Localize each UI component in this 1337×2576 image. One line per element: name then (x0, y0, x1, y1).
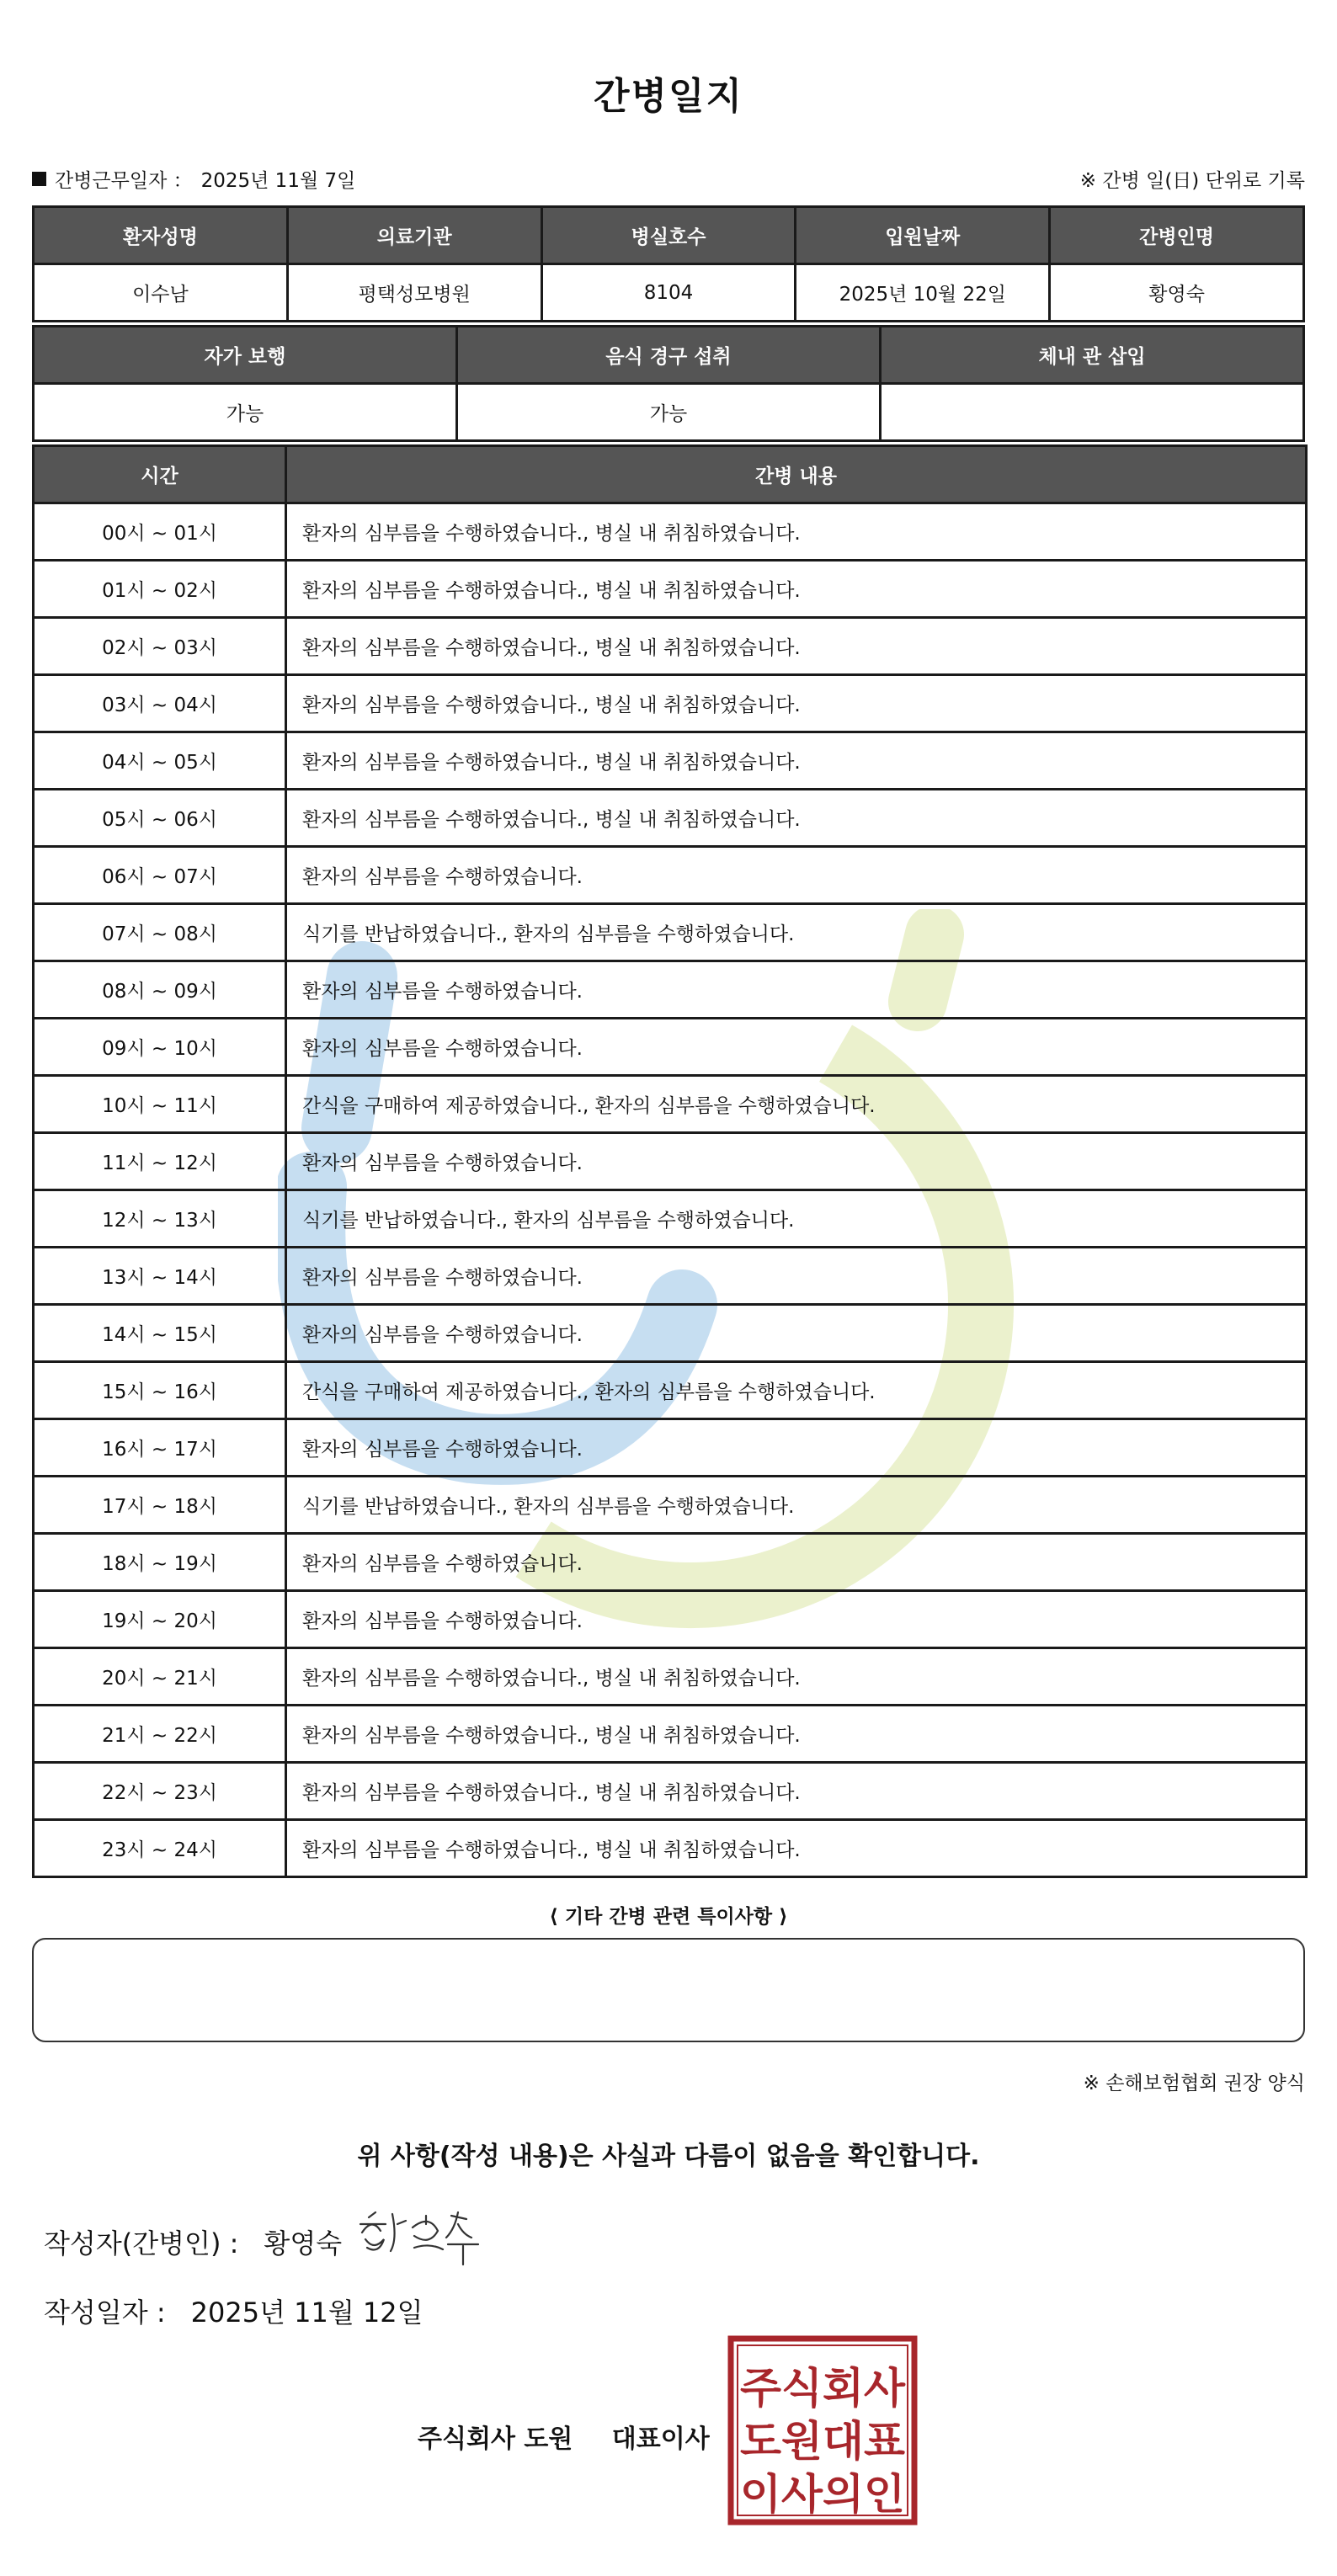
table-row (34, 1076, 1307, 1133)
remarks-box (32, 1938, 1305, 2042)
tube-value (881, 384, 1304, 441)
table-row (34, 732, 1307, 790)
square-bullet-icon (32, 172, 46, 186)
care-content-cell: 환자의 심부름을 수행하였습니다. (286, 1591, 1307, 1648)
written-date-value: 2025년 11월 12일 (190, 2297, 423, 2329)
time-cell: 16시 ~ 17시 (34, 1419, 286, 1477)
table-row (34, 1706, 1307, 1763)
care-content-cell: 환자의 심부름을 수행하였습니다., 병실 내 취침하였습니다. (286, 1648, 1307, 1706)
time-cell: 21시 ~ 22시 (34, 1706, 286, 1763)
oral-intake-value: 가능 (457, 384, 881, 441)
svg-text:주식회사: 주식회사 (740, 2364, 906, 2413)
time-cell: 03시 ~ 04시 (34, 675, 286, 732)
time-cell: 09시 ~ 10시 (34, 1019, 286, 1076)
care-content-cell: 환자의 심부름을 수행하였습니다. (286, 1019, 1307, 1076)
time-cell: 00시 ~ 01시 (34, 503, 286, 561)
time-cell: 18시 ~ 19시 (34, 1534, 286, 1591)
table-row (34, 1534, 1307, 1591)
meta-row (32, 165, 1305, 193)
care-content-cell: 환자의 심부름을 수행하였습니다., 병실 내 취침하였습니다. (286, 561, 1307, 618)
care-content-cell: 환자의 심부름을 수행하였습니다., 병실 내 취침하였습니다. (286, 1820, 1307, 1877)
header-time: 시간 (34, 446, 286, 503)
svg-text:도원대표: 도원대표 (740, 2417, 906, 2466)
care-date-value: 2025년 11월 7일 (200, 170, 356, 192)
table-row (34, 1305, 1307, 1362)
header-care-content: 간병 내용 (286, 446, 1307, 503)
table-row (34, 1190, 1307, 1248)
care-log-table (32, 444, 1308, 1878)
care-content-cell: 간식을 구매하여 제공하였습니다., 환자의 심부름을 수행하였습니다. (286, 1076, 1307, 1133)
care-content-cell: 환자의 심부름을 수행하였습니다. (286, 961, 1307, 1019)
care-content-cell: 환자의 심부름을 수행하였습니다., 병실 내 취침하였습니다. (286, 790, 1307, 847)
care-content-cell: 환자의 심부름을 수행하였습니다., 병실 내 취침하였습니다. (286, 503, 1307, 561)
time-cell: 12시 ~ 13시 (34, 1190, 286, 1248)
institution: 평택성모병원 (287, 264, 541, 322)
room-number: 8104 (541, 264, 796, 322)
care-content-cell: 식기를 반납하였습니다., 환자의 심부름을 수행하였습니다. (286, 1477, 1307, 1534)
care-content-cell: 환자의 심부름을 수행하였습니다., 병실 내 취침하였습니다. (286, 675, 1307, 732)
header-admission-date: 입원날짜 (796, 207, 1050, 264)
admission-date: 2025년 10월 22일 (796, 264, 1050, 322)
header-tube: 체내 관 삽입 (881, 327, 1304, 384)
patient-info-table (32, 205, 1305, 322)
time-cell: 04시 ~ 05시 (34, 732, 286, 790)
table-row (34, 1648, 1307, 1706)
table-row (34, 847, 1307, 904)
table-row (34, 264, 1304, 322)
table-row (34, 1763, 1307, 1820)
time-cell: 02시 ~ 03시 (34, 618, 286, 675)
care-content-cell: 식기를 반납하였습니다., 환자의 심부름을 수행하였습니다. (286, 1190, 1307, 1248)
company-signoff (418, 2418, 710, 2455)
time-cell: 19시 ~ 20시 (34, 1591, 286, 1648)
confirmation-statement: 위 사항(작성 내용)은 사실과 다름이 없음을 확인합니다. (357, 2142, 980, 2171)
page-title: 간병일지 (593, 75, 743, 118)
care-content-cell: 환자의 심부름을 수행하였습니다. (286, 847, 1307, 904)
table-row (34, 790, 1307, 847)
company-seal-stamp (727, 2335, 918, 2525)
daily-record-note: ※ 간병 일(日) 단위로 기록 (1079, 170, 1305, 192)
walking-value: 가능 (34, 384, 457, 441)
company-title: 대표이사 (611, 2424, 710, 2454)
time-cell: 13시 ~ 14시 (34, 1248, 286, 1305)
author-label: 작성자(간병인) : (44, 2227, 239, 2259)
written-date-label: 작성일자 : (44, 2297, 166, 2329)
header-patient-name: 환자성명 (34, 207, 288, 264)
table-row (34, 1477, 1307, 1534)
table-header-row (34, 446, 1307, 503)
time-cell: 10시 ~ 11시 (34, 1076, 286, 1133)
table-row (34, 384, 1304, 441)
time-cell: 05시 ~ 06시 (34, 790, 286, 847)
table-row (34, 961, 1307, 1019)
table-row (34, 1133, 1307, 1190)
care-content-cell: 환자의 심부름을 수행하였습니다. (286, 1534, 1307, 1591)
care-content-cell: 환자의 심부름을 수행하였습니다. (286, 1419, 1307, 1477)
author-row (44, 2222, 342, 2261)
remarks-title: ⟨ 기타 간병 관련 특이사항 ⟩ (549, 1906, 788, 1928)
written-date-row (44, 2291, 423, 2330)
care-content-cell: 환자의 심부름을 수행하였습니다., 병실 내 취침하였습니다. (286, 1706, 1307, 1763)
time-cell: 15시 ~ 16시 (34, 1362, 286, 1419)
time-cell: 20시 ~ 21시 (34, 1648, 286, 1706)
recommend-note: ※ 손해보험협회 권장 양식 (1083, 2073, 1305, 2094)
time-cell: 23시 ~ 24시 (34, 1820, 286, 1877)
care-content-cell: 식기를 반납하였습니다., 환자의 심부름을 수행하였습니다. (286, 904, 1307, 961)
care-content-cell: 간식을 구매하여 제공하였습니다., 환자의 심부름을 수행하였습니다. (286, 1362, 1307, 1419)
time-cell: 22시 ~ 23시 (34, 1763, 286, 1820)
table-header-row (34, 207, 1304, 264)
table-row (34, 675, 1307, 732)
care-date (32, 165, 355, 193)
header-oral-intake: 음식 경구 섭취 (457, 327, 881, 384)
table-row (34, 1820, 1307, 1877)
table-row (34, 561, 1307, 618)
table-row (34, 618, 1307, 675)
svg-text:이사의인: 이사의인 (740, 2470, 905, 2519)
time-cell: 08시 ~ 09시 (34, 961, 286, 1019)
time-cell: 14시 ~ 15시 (34, 1305, 286, 1362)
care-content-cell: 환자의 심부름을 수행하였습니다. (286, 1133, 1307, 1190)
table-row (34, 1591, 1307, 1648)
table-row (34, 1019, 1307, 1076)
company-name: 주식회사 도원 (418, 2424, 573, 2454)
table-row (34, 904, 1307, 961)
time-cell: 07시 ~ 08시 (34, 904, 286, 961)
table-row (34, 1248, 1307, 1305)
table-row (34, 1419, 1307, 1477)
care-content-cell: 환자의 심부름을 수행하였습니다., 병실 내 취침하였습니다. (286, 1763, 1307, 1820)
time-cell: 06시 ~ 07시 (34, 847, 286, 904)
header-institution: 의료기관 (287, 207, 541, 264)
care-content-cell: 환자의 심부름을 수행하였습니다., 병실 내 취침하였습니다. (286, 732, 1307, 790)
time-cell: 11시 ~ 12시 (34, 1133, 286, 1190)
care-log-body (34, 503, 1307, 1877)
time-cell: 01시 ~ 02시 (34, 561, 286, 618)
header-walking: 자가 보행 (34, 327, 457, 384)
time-cell: 17시 ~ 18시 (34, 1477, 286, 1534)
care-content-cell: 환자의 심부름을 수행하였습니다. (286, 1305, 1307, 1362)
header-room: 병실호수 (541, 207, 796, 264)
caregiver-name: 황영숙 (1050, 264, 1304, 322)
care-date-label: 간병근무일자 ： (55, 170, 193, 192)
patient-name: 이수남 (34, 264, 288, 322)
care-content-cell: 환자의 심부름을 수행하였습니다. (286, 1248, 1307, 1305)
care-content-cell: 환자의 심부름을 수행하였습니다., 병실 내 취침하였습니다. (286, 618, 1307, 675)
header-caregiver: 간병인명 (1050, 207, 1304, 264)
author-name: 황영숙 (264, 2227, 343, 2259)
table-row (34, 503, 1307, 561)
handwritten-signature (354, 2199, 505, 2275)
table-header-row (34, 327, 1304, 384)
patient-status-table (32, 325, 1305, 442)
table-row (34, 1362, 1307, 1419)
